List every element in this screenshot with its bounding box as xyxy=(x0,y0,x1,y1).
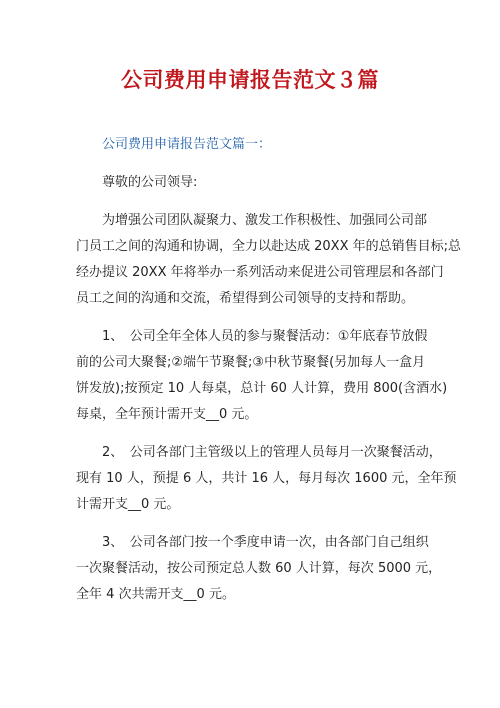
item1-line: 1、 公司全年全体人员的参与聚餐活动：①年底春节放假 xyxy=(102,329,428,344)
salutation: 尊敬的公司领导: xyxy=(102,175,198,190)
item3-line: 3、 公司各部门按一个季度申请一次，由各部门自己组织 xyxy=(102,535,429,550)
item1-line: 每桌，全年预计需开支__0 元。 xyxy=(76,407,258,422)
item3-line: 一次聚餐活动，按公司预定总人数 60 人计算，每次 5000 元， xyxy=(76,561,442,576)
section-heading: 公司费用申请报告范文篇一： xyxy=(102,137,272,152)
document-title: 公司费用申请报告范文３篇 xyxy=(121,68,379,92)
intro-line: 经办提议 20XX 年将举办一系列活动来促进公司管理层和各部门 xyxy=(76,265,444,280)
item1-line: 前的公司大聚餐;②端午节聚餐;③中秋节聚餐(另加每人一盒月 xyxy=(76,355,426,370)
item2-line: 现有 10 人，预提 6 人，共计 16 人，每月每次 1600 元，全年预 xyxy=(76,471,457,486)
item2-line: 2、 公司各部门主管级以上的管理人员每月一次聚餐活动， xyxy=(102,445,442,460)
intro-line: 门员工之间的沟通和协调，全力以赴达成 20XX 年的总销售目标;总 xyxy=(76,239,461,254)
intro-line: 员工之间的沟通和交流，希望得到公司领导的支持和帮助。 xyxy=(76,291,415,306)
intro-line: 为增强公司团队凝聚力、激发工作积极性、加强同公司部 xyxy=(102,213,428,228)
item2-line: 计需开支__0 元。 xyxy=(76,497,180,512)
item1-line: 饼发放);按预定 10 人每桌，总计 60 人计算，费用 800(含酒水) xyxy=(76,381,448,396)
item3-line: 全年 4 次共需开支__0 元。 xyxy=(76,587,235,602)
